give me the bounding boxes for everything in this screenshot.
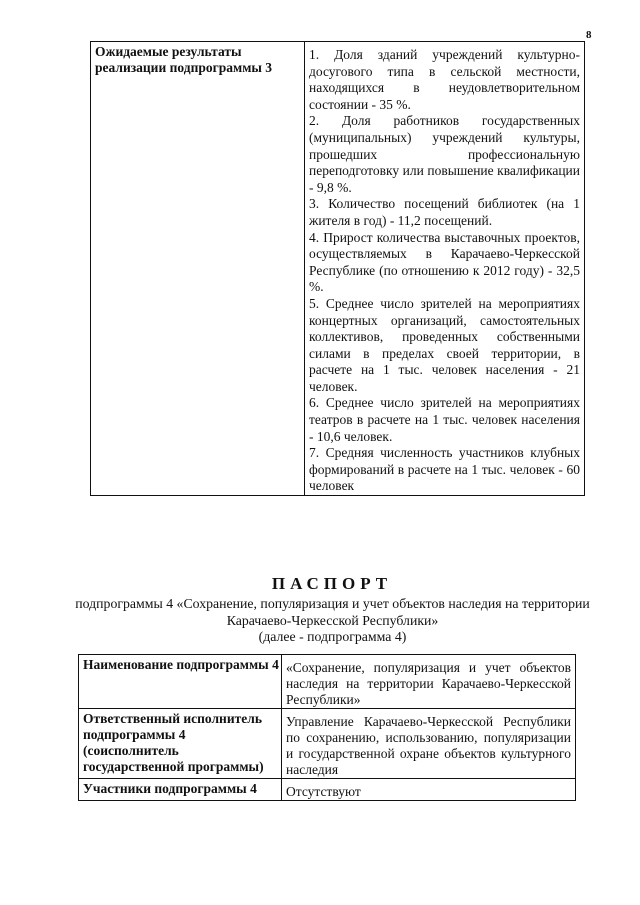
list-item: 6. Среднее число зрителей на мероприятиях театров в расчете на 1 тыс. человек населения - 10,6 человек. <box>309 395 580 444</box>
list-item: 5. Среднее число зрителей на мероприятиях концертных организаций, самостоятельных коллективов, проведенных собственными силами в пределах своей территории, в расчете на 1 тыс. человек населения - 21 человек. <box>309 295 580 394</box>
row-label: Ответственный исполнитель подпрограммы 4 (соисполнитель государственной программы) <box>79 709 282 779</box>
row-value: Управление Карачаево-Черкесской Республики по сохранению, использованию, популяризации и государственной охране объектов культурного наследия <box>282 709 576 779</box>
row-label: Ожидаемые результаты реализации подпрограммы 3 <box>91 42 305 496</box>
table-row <box>91 42 585 496</box>
table-row <box>79 779 576 801</box>
list-item: 3. Количество посещений библиотек (на 1 жителя в год) - 11,2 посещений. <box>309 196 580 228</box>
results-list <box>305 42 585 496</box>
list-item: 7. Средняя численность участников клубных формирований в расчете на 1 тыс. человек - 60 человек <box>309 445 580 494</box>
row-value: «Сохранение, популяризация и учет объектов наследия на территории Карачаево-Черкесской Республики» <box>282 655 576 709</box>
passport-title: ПАСПОРТ <box>271 574 393 593</box>
page-number: 8 <box>586 29 592 41</box>
list-item: 2. Доля работников государственных (муниципальных) учреждений культуры, прошедших профессиональную переподготовку или повышение квалификации - 9,8 %. <box>309 113 580 195</box>
passport-table <box>78 654 576 801</box>
table-row <box>79 709 576 779</box>
row-value: Отсутствуют <box>282 779 576 801</box>
passport-subtitle <box>70 596 595 646</box>
table-row <box>79 655 576 709</box>
list-item: 4. Прирост количества выставочных проектов, осуществляемых в Карачаево-Черкесской Республике (по отношению к 2012 году) - 32,5 %. <box>309 229 580 295</box>
subtitle-line: подпрограммы 4 «Сохранение, популяризация и учет объектов наследия на территории Карачаево-Черкесской Республики» <box>75 596 590 628</box>
row-label: Участники подпрограммы 4 <box>79 779 282 801</box>
list-item: 1. Доля зданий учреждений культурно-досугового типа в сельской местности, находящихся в неудовлетворительном состоянии - 35 %. <box>309 47 580 112</box>
subtitle-line: (далее - подпрограмма 4) <box>258 629 407 644</box>
row-label: Наименование подпрограммы 4 <box>79 655 282 709</box>
expected-results-table <box>90 41 585 496</box>
